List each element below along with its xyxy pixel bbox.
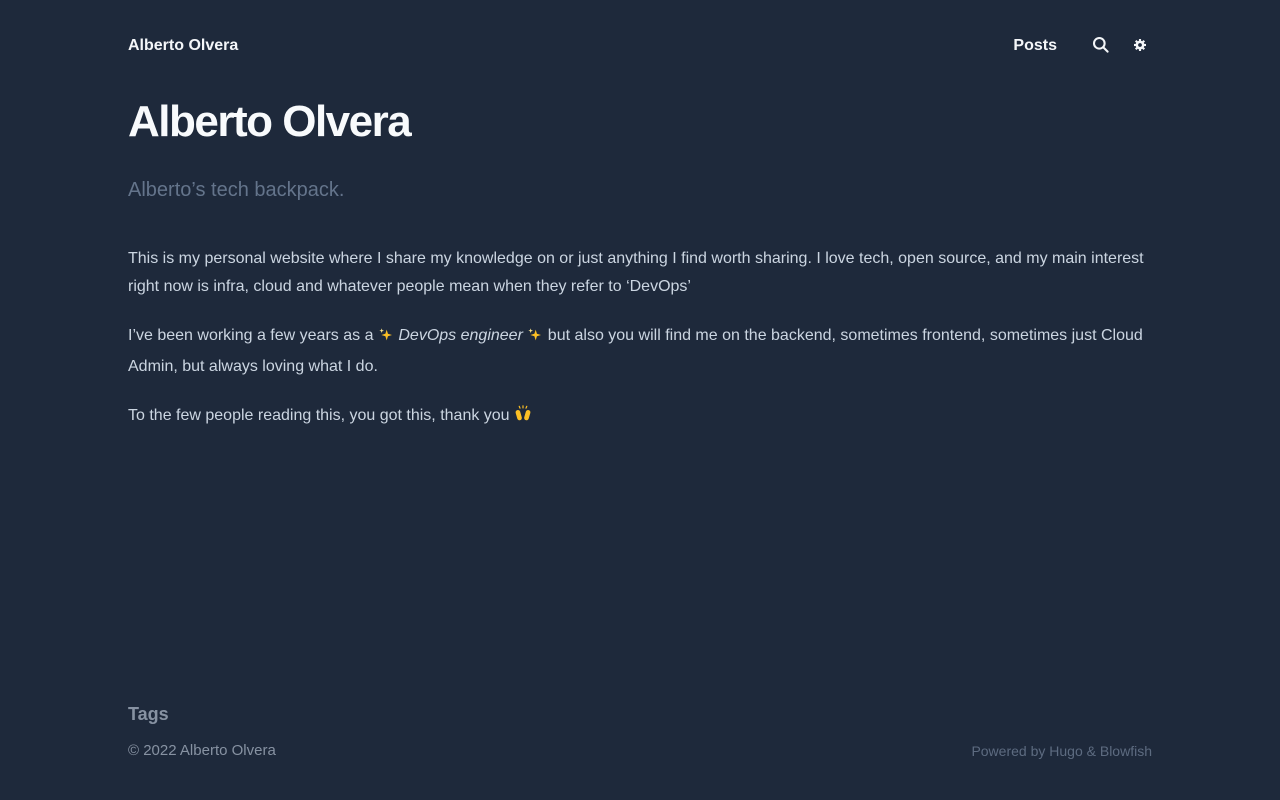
powered-separator: & <box>1082 742 1100 759</box>
nav-link-posts[interactable]: Posts <box>1013 37 1057 54</box>
tags-heading: Tags <box>128 704 169 724</box>
paragraph-2-italic: DevOps engineer <box>398 327 523 344</box>
page-subtitle: Alberto’s tech backpack. <box>128 179 345 201</box>
site-title-link[interactable]: Alberto Olvera <box>128 37 239 54</box>
gear-icon <box>1132 37 1148 56</box>
paragraph-1: This is my personal website where I share my knowledge on or just anything I find worth sharing. I love tech, open source, and my main interest right now is infra, cloud and whatever people mean when they refer to ‘DevOps’ <box>128 250 1144 295</box>
nav-right <box>1013 33 1152 59</box>
paragraph-2-suffix: but also you will find me on the backend, sometimes frontend, sometimes just Cloud Admin, but always loving what I do. <box>128 327 1143 375</box>
paragraph-2-prefix: I’ve been working a few years as a <box>128 327 374 344</box>
hugo-link[interactable]: Hugo <box>1049 742 1083 759</box>
page-footer <box>128 742 1152 800</box>
tags-section <box>128 704 1152 742</box>
paragraph-2 <box>128 322 1152 381</box>
sparkles-icon <box>527 325 543 353</box>
powered-by <box>971 743 1152 759</box>
paragraph-3-text: To the few people reading this, you got this, thank you <box>128 407 510 424</box>
raised-hands-icon <box>514 405 532 433</box>
search-button[interactable] <box>1087 33 1114 59</box>
main-content <box>128 59 1152 454</box>
copyright-text: © 2022 Alberto Olvera <box>128 742 276 759</box>
top-nav <box>128 0 1152 59</box>
search-icon <box>1091 35 1110 57</box>
appearance-button[interactable] <box>1128 35 1152 58</box>
about-text <box>128 245 1152 433</box>
flex-spacer <box>0 454 1280 704</box>
sparkles-icon <box>378 325 394 353</box>
blowfish-link[interactable]: Blowfish <box>1099 742 1152 759</box>
paragraph-3 <box>128 402 1152 433</box>
powered-prefix: Powered by <box>971 742 1050 759</box>
page-title: Alberto Olvera <box>128 97 411 146</box>
